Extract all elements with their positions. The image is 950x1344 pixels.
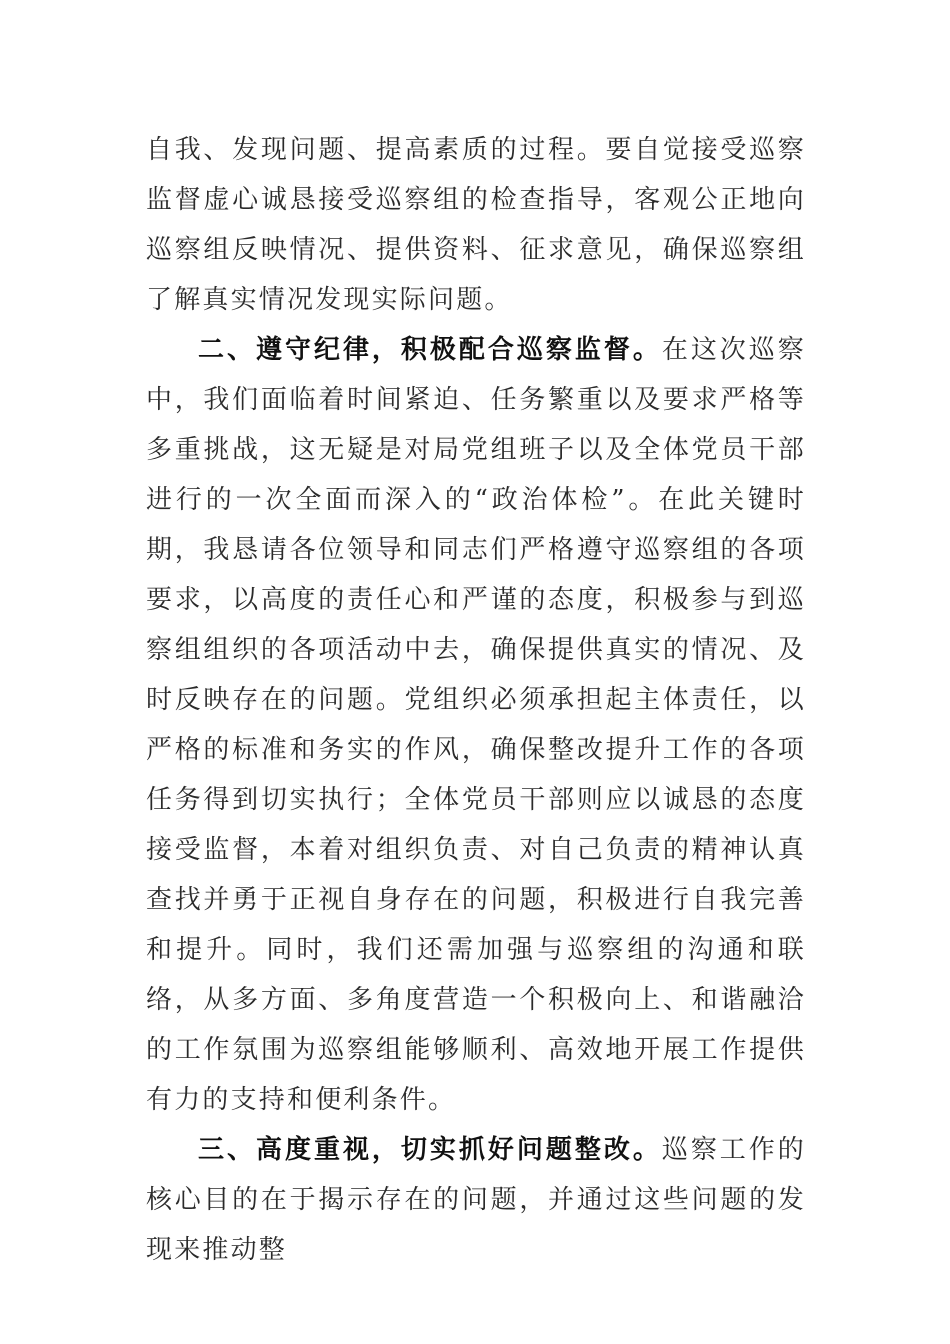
paragraph-text: 自我、发现问题、提高素质的过程。要自觉接受巡察监督虚心诚恳接受巡察组的检查指导，客观公正地向巡察组反映情况、提供资料、征求意见，确保巡察组了解真实情况发现实际问题。 [146,135,806,315]
paragraph-section-2 [146,325,806,1125]
paragraph-text: 巡察工作的核心目的在于揭示存在的问题，并通过这些问题的发现来推动整 [146,1135,806,1265]
paragraph-section-3 [146,1125,806,1275]
paragraph-text: 在这次巡察中，我们面临着时间紧迫、任务繁重以及要求严格等多重挑战，这无疑是对局党组班子以及全体党员干部进行的一次全面而深入的“政治体检”。在此关键时期，我恳请各位领导和同志们严格遵守巡察组的各项要求，以高度的责任心和严谨的态度，积极参与到巡察组组织的各项活动中去，确保提供真实的情况、及时反映存在的问题。党组织必须承担起主体责任，以严格的标准和务实的作风，确保整改提升工作的各项任务得到切实执行；全体党员干部则应以诚恳的态度接受监督，本着对组织负责、对自己负责的精神认真查找并勇于正视自身存在的问题，积极进行自我完善和提升。同时，我们还需加强与巡察组的沟通和联络，从多方面、多角度营造一个积极向上、和谐融洽的工作氛围为巡察组能够顺利、高效地开展工作提供有力的支持和便利条件。 [146,335,806,1115]
paragraph-continuation [146,125,806,325]
section-heading: 三、高度重视，切实抓好问题整改。 [198,1135,662,1165]
document-body [146,125,806,1275]
section-heading: 二、遵守纪律，积极配合巡察监督。 [198,335,662,365]
